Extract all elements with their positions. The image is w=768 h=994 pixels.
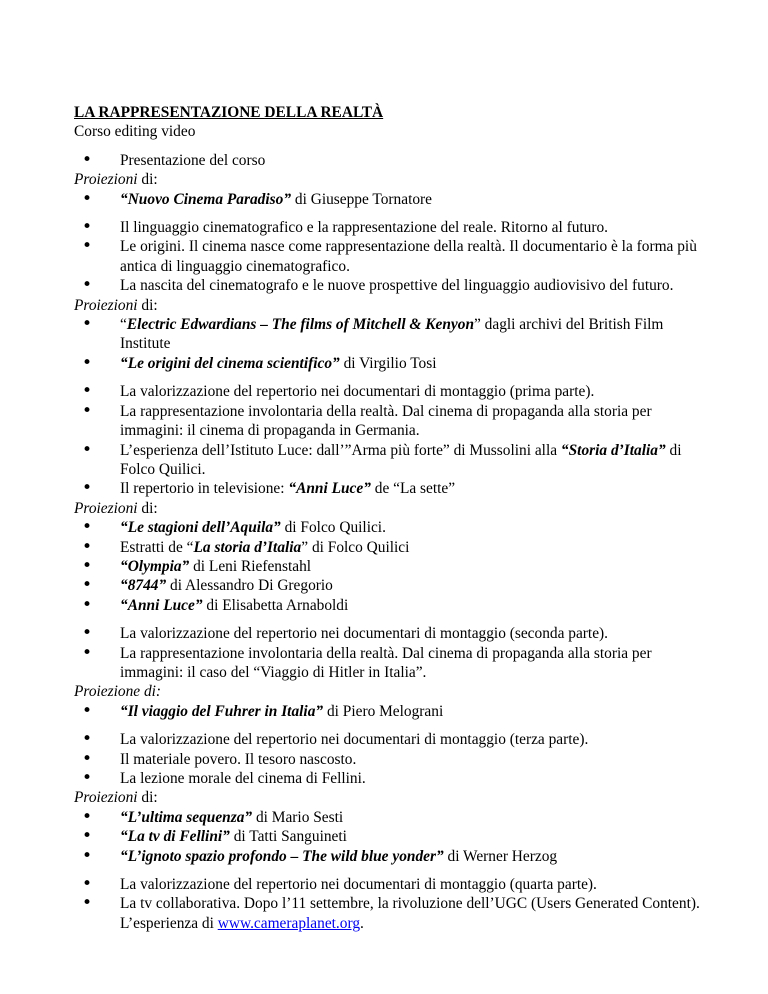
screening-item: • “Nuovo Cinema Paradiso” di Giuseppe Tornatore xyxy=(74,190,714,209)
course-subtitle: Corso editing video xyxy=(74,123,196,141)
screening-item: • “Le origini del cinema scientifico” di Virgilio Tosi xyxy=(74,354,714,373)
document-page xyxy=(74,103,714,933)
screening-item: • “Olympia” di Leni Riefenstahl xyxy=(74,557,714,576)
list-item: • Le origini. Il cinema nasce come rappresentazione della realtà. Il documentario è la forma più antica di linguaggio cinematografico. xyxy=(74,237,714,276)
screening-item: • “L’ignoto spazio profondo – The wild blue yonder” di Werner Herzog xyxy=(74,847,714,866)
list-item: • Il linguaggio cinematografico e la rappresentazione del reale. Ritorno al futuro. xyxy=(74,218,714,237)
list-item: • La rappresentazione involontaria della realtà. Dal cinema di propaganda alla storia per immagini: il caso del “Viaggio di Hitler in Italia”. xyxy=(74,644,714,683)
section-repertoire-part-one xyxy=(74,382,714,615)
section-origins xyxy=(74,218,714,373)
list-item: • La nascita del cinematografo e le nuove prospettive del linguaggio audiovisivo del futuro. xyxy=(74,276,714,295)
screening-item: • “La tv di Fellini” di Tatti Sanguineti xyxy=(74,827,714,846)
list-item: • La rappresentazione involontaria della realtà. Dal cinema di propaganda alla storia per immagini: il cinema di propaganda in Germania. xyxy=(74,402,714,441)
list-item: • Presentazione del corso xyxy=(74,151,714,170)
screening-item: • “Il viaggio del Fuhrer in Italia” di Piero Melograni xyxy=(74,702,714,721)
list-item: • La valorizzazione del repertorio nei documentari di montaggio (seconda parte). xyxy=(74,624,714,643)
screening-item: • Estratti de “La storia d’Italia” di Folco Quilici xyxy=(74,538,714,557)
section-introduction xyxy=(74,151,714,209)
list-item: • La lezione morale del cinema di Fellini. xyxy=(74,769,714,788)
screening-item: • “L’ultima sequenza” di Mario Sesti xyxy=(74,808,714,827)
screening-item: • “Electric Edwardians – The films of Mitchell & Kenyon” dagli archivi del British Film Institute xyxy=(74,315,714,354)
screenings-label: Proiezioni di: xyxy=(74,171,158,189)
list-item: • Il repertorio in televisione: “Anni Luce” de “La sette” xyxy=(74,479,714,498)
screenings-label: Proiezioni di: xyxy=(74,499,158,517)
section-repertoire-part-two xyxy=(74,624,714,721)
section-repertoire-part-three xyxy=(74,730,714,866)
screenings-label: Proiezioni di: xyxy=(74,296,158,314)
list-item: • La tv collaborativa. Dopo l’11 settembre, la rivoluzione dell’UGC (Users Generated Content). L’esperienza di www.cameraplanet.org. xyxy=(74,894,714,933)
screening-item: • “Le stagioni dell’Aquila” di Folco Quilici. xyxy=(74,518,714,537)
cameraplanet-link[interactable]: www.cameraplanet.org xyxy=(217,914,361,932)
screening-label: Proiezione di: xyxy=(74,683,162,701)
section-repertoire-part-four xyxy=(74,875,714,933)
screening-item: • “8744” di Alessandro Di Gregorio xyxy=(74,576,714,595)
list-item: • La valorizzazione del repertorio nei documentari di montaggio (prima parte). xyxy=(74,382,714,401)
screening-item: • “Anni Luce” di Elisabetta Arnaboldi xyxy=(74,596,714,615)
document-title: LA RAPPRESENTAZIONE DELLA REALTÀ xyxy=(74,104,384,121)
list-item: • L’esperienza dell’Istituto Luce: dall’”Arma più forte” di Mussolini alla “Storia d’Italia” di Folco Quilici. xyxy=(74,441,714,480)
list-item: • La valorizzazione del repertorio nei documentari di montaggio (quarta parte). xyxy=(74,875,714,894)
list-item: • Il materiale povero. Il tesoro nascosto. xyxy=(74,750,714,769)
list-item: • La valorizzazione del repertorio nei documentari di montaggio (terza parte). xyxy=(74,730,714,749)
screenings-label: Proiezioni di: xyxy=(74,789,158,807)
